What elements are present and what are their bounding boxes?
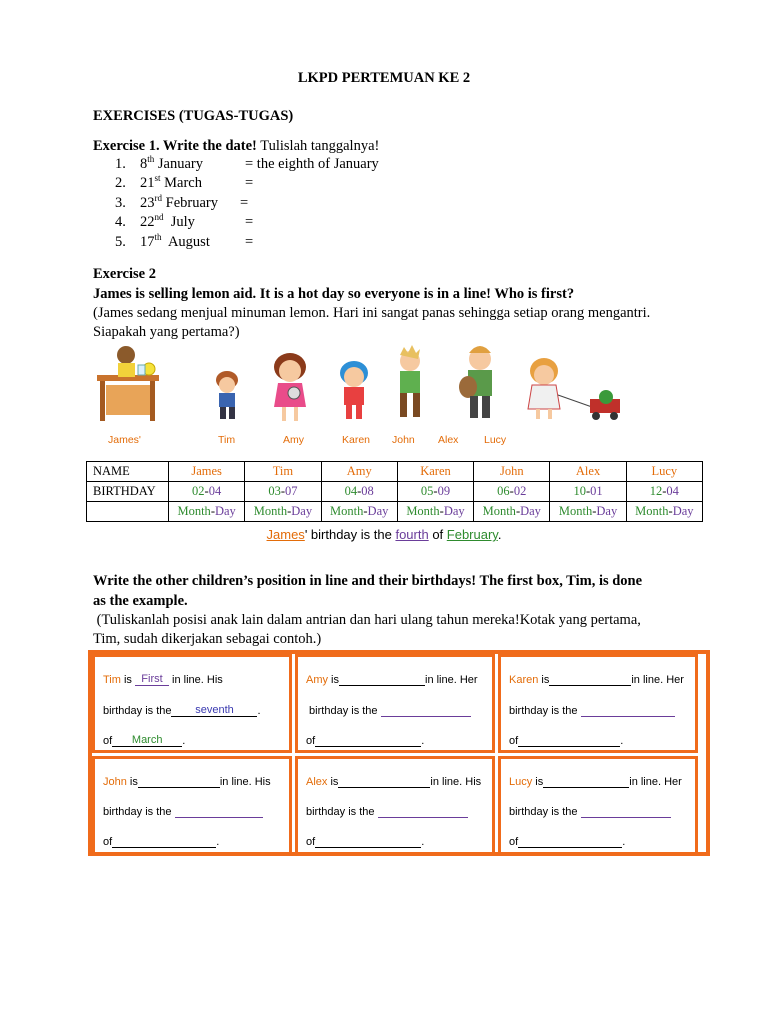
month-blank[interactable]	[518, 835, 622, 848]
table-cell: Month-Day	[474, 502, 550, 522]
ordinal-blank[interactable]	[581, 805, 671, 818]
list-item: 5. 17th August =	[115, 231, 254, 250]
position-blank[interactable]	[138, 775, 220, 788]
month-blank[interactable]	[315, 835, 421, 848]
answer-box-alex: Alex is in line. His birthday is the of .	[295, 756, 495, 855]
position-blank[interactable]	[549, 673, 631, 686]
table-row	[87, 482, 703, 502]
table-cell: Month-Day	[397, 502, 473, 522]
ordinal-blank[interactable]	[381, 704, 471, 717]
table-cell: Amy	[321, 462, 397, 482]
table-cell: Month-Day	[550, 502, 626, 522]
table-cell: John	[474, 462, 550, 482]
table-cell: Month-Day	[245, 502, 321, 522]
table-cell: 12-04	[626, 482, 702, 502]
list-item: 1. 8th January = the eighth of January	[115, 154, 379, 172]
table-cell	[87, 502, 169, 522]
position-blank[interactable]	[543, 775, 629, 788]
exercise1-heading	[93, 138, 379, 155]
answer-box-amy: Amy is in line. Her birthday is the of .	[295, 654, 495, 753]
instruction-bold-2: as the example.	[93, 593, 188, 609]
month-blank[interactable]	[112, 835, 216, 848]
john-figure	[400, 345, 420, 417]
karen-figure	[340, 361, 368, 419]
table-row	[87, 462, 703, 482]
birthday-table	[86, 461, 703, 522]
table-cell: 05-09	[397, 482, 473, 502]
exercise1-instruction: Tulislah tanggalnya!	[256, 138, 380, 154]
month-blank[interactable]	[315, 734, 421, 747]
table-cell: Month-Day	[321, 502, 397, 522]
label-lucy: Lucy	[484, 434, 507, 446]
table-cell: Tim	[245, 462, 321, 482]
label-amy: Amy	[283, 434, 304, 446]
exercise1-title: Exercise 1. Write the date!	[93, 138, 257, 154]
table-cell: 02-04	[169, 482, 245, 502]
exercise2-translation-2: Siapakah yang pertama?)	[93, 324, 240, 340]
answer-grid	[88, 650, 710, 856]
exercise2-heading: Exercise 2	[93, 266, 156, 282]
month-blank[interactable]	[518, 734, 620, 747]
exercise2-question: James is selling lemon aid. It is a hot day so everyone is in a line! Who is first?	[93, 286, 575, 302]
instruction-translation-1: (Tuliskanlah posisi anak lain dalam antrian dan hari ulang tahun mereka!Kotak yang pertama,	[93, 612, 641, 628]
table-cell: 10-01	[550, 482, 626, 502]
label-james: James'	[108, 434, 141, 446]
label-karen: Karen	[342, 434, 371, 446]
instruction-bold-1: Write the other children’s position in line and their birthdays! The first box, Tim, is done	[93, 573, 643, 589]
instruction-translation-2: Tim, sudah dikerjakan sebagai contoh.)	[93, 631, 322, 647]
ordinal-blank[interactable]	[581, 704, 675, 717]
position-blank[interactable]	[338, 775, 430, 788]
exercise1-list	[115, 155, 379, 252]
table-cell: 03-07	[245, 482, 321, 502]
amy-figure	[274, 353, 306, 421]
exercise2-translation-1: (James sedang menjual minuman lemon. Hari ini sangat panas sehingga setiap orang mengantri.	[93, 305, 651, 321]
table-cell: Karen	[397, 462, 473, 482]
table-cell: Lucy	[626, 462, 702, 482]
lucy-figure	[528, 358, 620, 420]
list-item: 2. 21st March =	[115, 173, 254, 192]
example-sentence: James' birthday is the fourth of February.	[266, 527, 502, 542]
james-figure	[97, 346, 159, 421]
table-cell: Month-Day	[626, 502, 702, 522]
table-cell: James	[169, 462, 245, 482]
label-john: John	[392, 434, 415, 446]
label-tim: Tim	[218, 434, 236, 446]
label-alex: Alex	[438, 434, 459, 446]
table-cell: Month-Day	[169, 502, 245, 522]
ordinal-blank[interactable]	[378, 805, 468, 818]
answer-box-john: John is in line. His birthday is the of .	[92, 756, 292, 855]
answer-box-karen: Karen is in line. Her birthday is the of .	[498, 654, 698, 753]
list-item: 4. 22nd July =	[115, 212, 254, 231]
answer-box-tim: Tim is First in line. His birthday is the seventh . of March .	[92, 654, 292, 753]
table-cell: 04-08	[321, 482, 397, 502]
children-in-line-illustration	[92, 345, 652, 425]
answer-box-lucy: Lucy is in line. Her birthday is the of .	[498, 756, 698, 855]
alex-figure	[459, 346, 492, 418]
table-cell: Alex	[550, 462, 626, 482]
row-label-birthday: BIRTHDAY	[87, 482, 169, 502]
ordinal-blank[interactable]	[175, 805, 263, 818]
table-cell: 06-02	[474, 482, 550, 502]
list-item: 3. 23rd February =	[115, 192, 249, 211]
table-row	[87, 502, 703, 522]
position-blank[interactable]	[339, 673, 425, 686]
worksheet-title: LKPD PERTEMUAN KE 2	[297, 70, 471, 86]
tim-figure	[216, 371, 238, 419]
section-heading: EXERCISES (TUGAS-TUGAS)	[93, 108, 294, 124]
row-label-name: NAME	[87, 462, 169, 482]
